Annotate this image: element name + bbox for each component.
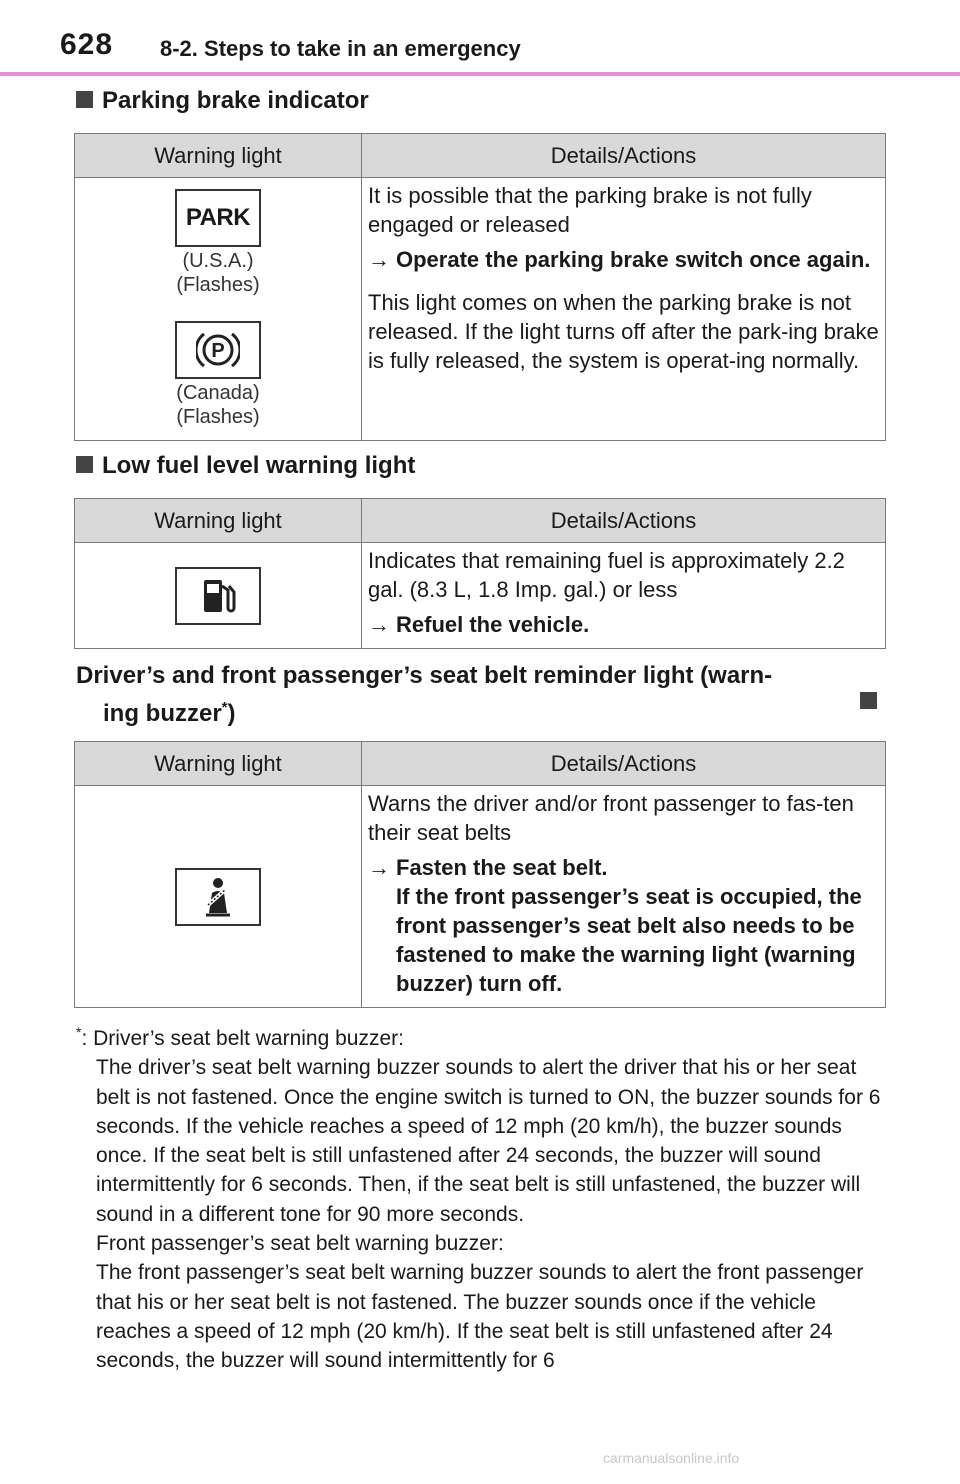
action-text: Fasten the seat belt. [396, 855, 608, 880]
watermark: carmanualsonline.info [603, 1450, 740, 1466]
table-header-row [75, 499, 886, 543]
seat-belt-table [74, 741, 886, 1008]
table-header-row [75, 134, 886, 178]
footnote-paragraph: The front passenger’s seat belt warning buzzer sounds to alert the front passenger that his or her seat belt is not fastened. The buzzer sounds once if the vehicle reaches a speed of 12 mph (20 km/h). If the seat belt is still unfastened after 24 seconds, the buzzer will sound intermittently for 6 [96, 1261, 864, 1373]
footnote-paragraph: The driver’s seat belt warning buzzer sounds to alert the driver that his or her seat belt is not fastened. Once the engine switch is turned to ON, the buzzer sounds for 6 seconds. If the vehicle reaches a speed of 12 mph (20 km/h), the buzzer sounds once. If the seat belt is still unfastened after 24 seconds, the buzzer will sound intermittently for 6 seconds. Then, if the seat belt is still unfastened, the buzzer will sound in a different tone for 90 more seconds. [96, 1056, 881, 1226]
column-header: Warning light [75, 742, 362, 786]
table-header-row [75, 742, 886, 786]
column-header: Details/Actions [362, 499, 886, 543]
column-header: Warning light [75, 499, 362, 543]
action-item [368, 853, 881, 998]
detail-text: Indicates that remaining fuel is approximately 2.2 gal. (8.3 L, 1.8 Imp. gal.) or less [368, 548, 845, 602]
action-item [368, 610, 881, 639]
detail-text: Warns the driver and/or front passenger to fas-ten their seat belts [368, 791, 854, 845]
icon-caption: (Flashes) [176, 274, 260, 296]
low-fuel-table [74, 498, 886, 649]
arrow-icon: → [368, 855, 390, 880]
parking-brake-p-icon [175, 321, 261, 379]
action-item [368, 245, 881, 274]
header-rule [0, 72, 960, 76]
icon-caption: (U.S.A.) [182, 250, 254, 272]
table-row [75, 786, 886, 1008]
arrow-icon: → [368, 247, 390, 272]
detail-text: This light comes on when the parking brake is not released. If the light turns off after the park-ing brake is fully released, the system is operat-ing normally. [368, 290, 879, 373]
section-title: 8-2. Steps to take in an emergency [160, 36, 521, 61]
column-header: Details/Actions [362, 134, 886, 178]
action-text: Refuel the vehicle. [396, 612, 590, 637]
footnote-subheading: Front passenger’s seat belt warning buzzer: [96, 1232, 504, 1256]
park-text-icon: PARK [175, 189, 261, 247]
table-row [75, 178, 886, 441]
parking-brake-heading: Parking brake indicator [76, 87, 369, 115]
column-header: Details/Actions [362, 742, 886, 786]
footnote: *: Driver’s seat belt warning buzzer: The driver’s seat belt warning buzzer sounds to alert the driver that his or her seat belt is not fastened. Once the engine switch is turned to ON, the buzzer sounds for 6 seconds. If the vehicle reaches a speed of 12 mph (20 km/h), the buzzer sounds once. If the seat belt is still unfastened after 24 seconds, the buzzer will sound intermittently for 6 seconds. Then, if the seat belt is still unfastened, the buzzer will sound in a different tone for 90 more seconds. Front passenger’s seat belt warning buzzer: The front passenger’s seat belt warning buzzer sounds to alert the front passenger that his or her seat belt is not fastened. The buzzer sounds once if the vehicle reaches a speed of 12 mph (20 km/h). If the seat belt is still unfastened after 24 seconds, the buzzer will sound intermittently for 6 [76, 1018, 886, 1376]
page-header [0, 0, 960, 76]
section-bullet-icon [76, 456, 93, 473]
detail-text: It is possible that the parking brake is not fully engaged or released [368, 183, 812, 237]
low-fuel-heading: Low fuel level warning light [76, 452, 415, 480]
svg-text:P: P [211, 340, 225, 362]
table-row [75, 543, 886, 649]
seat-belt-icon [175, 868, 261, 926]
action-text: Operate the parking brake switch once again. [396, 247, 871, 272]
section-bullet-icon [860, 692, 877, 709]
fuel-pump-icon [175, 567, 261, 625]
action-text: If the front passenger’s seat is occupied, the front passenger’s seat belt also needs to be fastened to make the warning light (warning buzzer) turn off. [396, 884, 862, 996]
parking-brake-table [74, 133, 886, 441]
page-number: 628 [60, 28, 114, 61]
icon-caption: (Canada) [176, 382, 260, 404]
arrow-icon: → [368, 612, 390, 637]
column-header: Warning light [75, 134, 362, 178]
icon-caption: (Flashes) [176, 406, 260, 428]
section-bullet-icon [76, 91, 93, 108]
seat-belt-heading: Driver’s and front passenger’s seat belt reminder light (warn- ing buzzer*) [76, 660, 886, 730]
